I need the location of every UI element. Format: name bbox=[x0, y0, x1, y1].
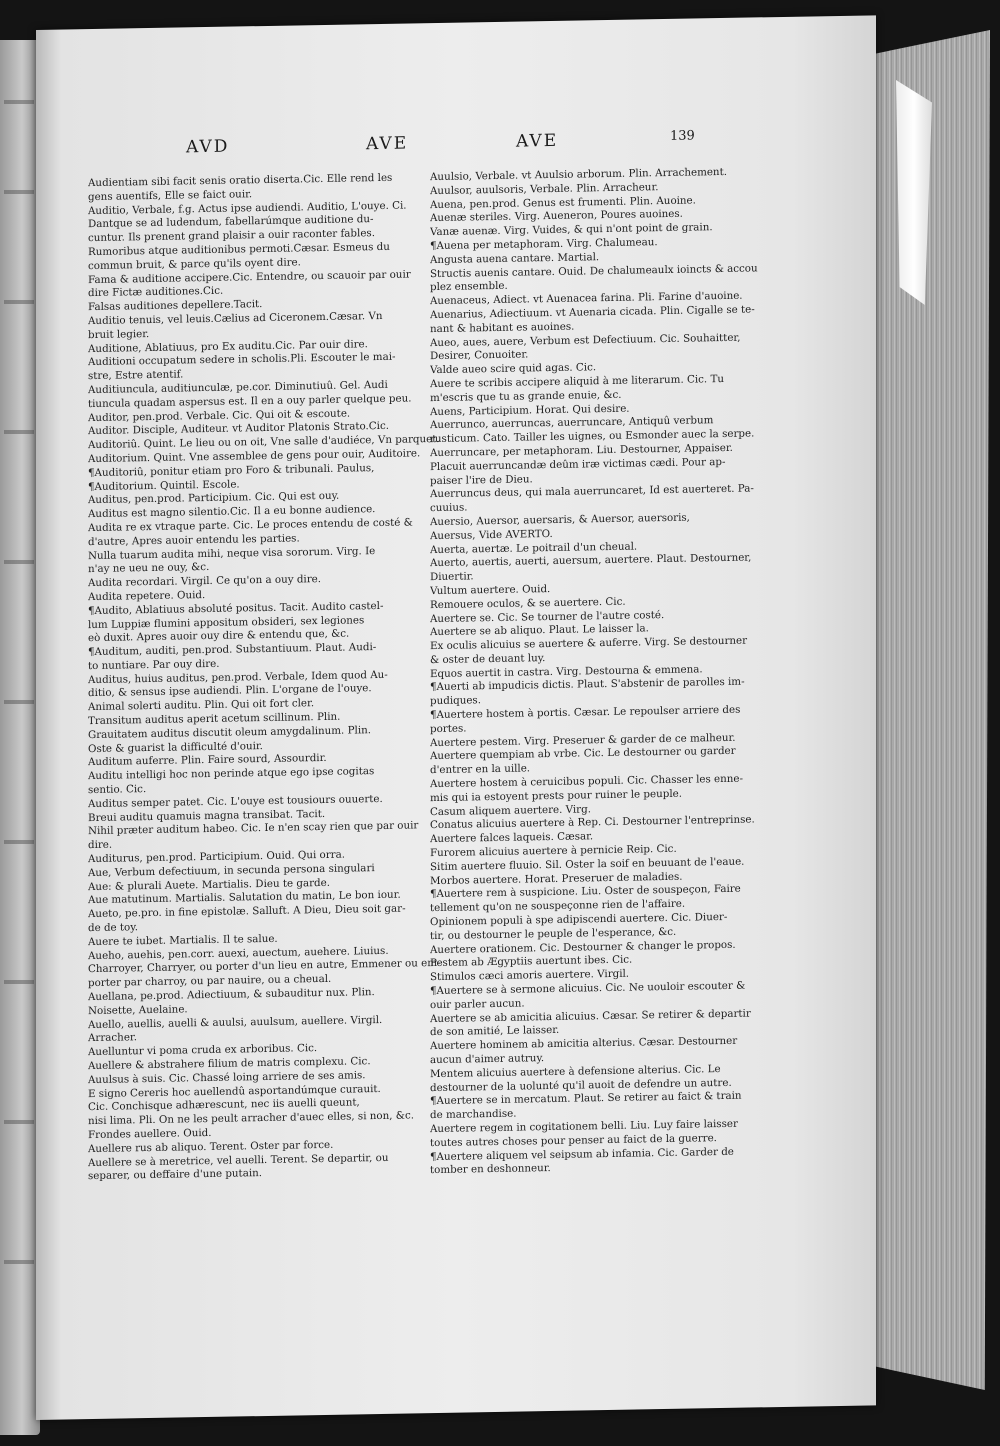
dictionary-line: Auena, pen.prod. Genus est frumenti. Plin. Auoine. bbox=[430, 194, 696, 211]
dictionary-line: Auertere se. Cic. Se tourner de l'autre costé. bbox=[430, 608, 665, 625]
dictionary-line: & oster de deuant luy. bbox=[430, 651, 546, 667]
dictionary-line: ¶Auertere hostem à portis. Cæsar. Le repoulser arriere des bbox=[430, 703, 741, 722]
dictionary-line: Auertere se ab amicitia alicuius. Cæsar. Se retirer & departir bbox=[430, 1007, 751, 1025]
dictionary-line: Auellere rus ab aliquo. Terent. Oster par force. bbox=[88, 1138, 334, 1155]
dictionary-line: Auertere regem in cogitationem belli. Liu. Luy faire laisser bbox=[430, 1117, 738, 1136]
dictionary-line: Morbos auertere. Horat. Preseruer de maladies. bbox=[430, 870, 683, 887]
dictionary-line: Auditum auferre. Plin. Faire sourd, Assourdir. bbox=[88, 752, 327, 769]
dictionary-line: lum Luppiæ flumini appositum obsideri, sex legiones bbox=[88, 613, 365, 631]
dictionary-line: Auerruncare, per metaphoram. Liu. Destourner, Appaiser. bbox=[430, 441, 733, 460]
dictionary-line: Furorem alicuius auertere à pernicie Reip. Cic. bbox=[430, 842, 677, 860]
dictionary-line: Auerruncus deus, qui mala auerruncaret, Id est auerteret. Pa- bbox=[430, 482, 754, 501]
dictionary-line: Auditus, pen.prod. Participium. Cic. Qui est ouy. bbox=[88, 490, 340, 507]
dictionary-line: Casum aliquem auertere. Virg. bbox=[430, 802, 591, 818]
dictionary-line: Auulsor, auulsoris, Verbale. Plin. Arracheur. bbox=[430, 180, 659, 197]
dictionary-line: destourner de la uolunté qu'il auoit de defendre un autre. bbox=[430, 1076, 732, 1094]
dictionary-line: Grauitatem auditus discutit oleum amygdalinum. Plin. bbox=[88, 724, 372, 741]
dictionary-line: ¶Audito, Ablatiuus absoluté positus. Tacit. Audito castel- bbox=[88, 599, 384, 617]
dictionary-line: de marchandise. bbox=[430, 1107, 517, 1122]
dictionary-line: Breui auditu quamuis magna transibat. Tacit. bbox=[88, 807, 326, 824]
dictionary-line: Vultum auertere. Ouid. bbox=[430, 582, 551, 598]
dictionary-line: Auertere hominem ab amicitia alterius. Cæsar. Destourner bbox=[430, 1034, 738, 1053]
dictionary-line: tellement qu'on ne souspeçonne rien de l'affaire. bbox=[430, 897, 686, 915]
dictionary-line: tir, ou destourner le peuple de l'esperance, &c. bbox=[430, 925, 677, 942]
dictionary-line: ¶Auditoriû, ponitur etiam pro Foro & tribunali. Paulus, bbox=[88, 461, 375, 479]
running-head-middle: AVE bbox=[366, 133, 409, 155]
dictionary-line: Diuertir. bbox=[430, 570, 474, 584]
dictionary-line: Auditu intelligi hoc non perinde atque ego ipse cogitas bbox=[88, 765, 375, 783]
dictionary-line: Remouere oculos, & se auertere. Cic. bbox=[430, 595, 626, 611]
dictionary-line: Auenæ steriles. Virg. Aueneron, Poures auoines. bbox=[430, 208, 683, 225]
dictionary-line: sentio. Cic. bbox=[88, 783, 147, 797]
dictionary-line: pudiques. bbox=[430, 694, 481, 708]
dictionary-line: Auere te iubet. Martialis. Il te salue. bbox=[88, 932, 278, 948]
dictionary-line: Aueho, auehis, pen.corr. auexi, auectum, auehere. Liuius. bbox=[88, 944, 389, 962]
dictionary-line: toutes autres choses pour penser au faict de la guerre. bbox=[430, 1131, 717, 1149]
dictionary-line: Rumoribus atque auditionibus permoti.Cæsar. Esmeus du bbox=[88, 240, 390, 259]
dictionary-line: Auersio, Auersor, auersaris, & Auersor, auersoris, bbox=[430, 511, 690, 529]
dictionary-line: Auulsio, Verbale. vt Auulsio arborum. Plin. Arrachement. bbox=[430, 165, 727, 184]
dictionary-line: de de toy. bbox=[88, 921, 138, 935]
dictionary-line: Dantque se ad ludendum, fabellarúmque auditione du- bbox=[88, 213, 374, 231]
dictionary-line: Auditus est magno silentio.Cic. Il a eu bonne audience. bbox=[88, 503, 376, 521]
dictionary-line: Auditor. Disciple, Auditeur. vt Auditor Platonis Strato.Cic. bbox=[88, 420, 389, 438]
dictionary-line: Aueto, pe.pro. in fine epistolæ. Salluft. A Dieu, Dieu soit gar- bbox=[88, 902, 406, 921]
dictionary-line: Audita repetere. Ouid. bbox=[88, 588, 206, 603]
dictionary-line: Valde aueo scire quid agas. Cic. bbox=[430, 361, 597, 377]
dictionary-line: cuuius. bbox=[430, 501, 468, 515]
dictionary-line: ¶Auditum, auditi, pen.prod. Substantiuum. Plaut. Audi- bbox=[88, 641, 377, 659]
dictionary-line: separer, ou deffaire d'une putain. bbox=[88, 1167, 263, 1183]
dictionary-line: ouir parler aucun. bbox=[430, 997, 525, 1011]
dictionary-line: Arracher. bbox=[88, 1031, 137, 1045]
dictionary-line: eò duxit. Apres auoir ouy dire & entendu que, &c. bbox=[88, 627, 350, 645]
dictionary-line: Auditiuncula, auditiunculæ, pe.cor. Diminutiuû. Gel. Audi bbox=[88, 378, 388, 397]
dictionary-line: Angusta auena cantare. Martial. bbox=[430, 250, 600, 266]
dictionary-line: Sitim auertere fluuio. Sil. Oster la soif en beuuant de l'eaue. bbox=[430, 855, 745, 873]
dictionary-line: Ex oculis alicuius se auertere & auferre. Virg. Se destourner bbox=[430, 634, 748, 653]
running-head-left: AVD bbox=[186, 136, 230, 158]
dictionary-line: to nuntiare. Par ouy dire. bbox=[88, 657, 220, 672]
dictionary-line: Oste & guarist la difficulté d'ouir. bbox=[88, 739, 263, 755]
dictionary-line: Auertere orationem. Cic. Destourner & changer le propos. bbox=[430, 938, 736, 956]
dictionary-line: Auditorium. Quint. Vne assemblee de gens pour ouir, Auditoire. bbox=[88, 447, 421, 466]
dictionary-line: Frondes auellere. Ouid. bbox=[88, 1126, 212, 1142]
dictionary-line: ¶Auertere aliquem vel seipsum ab infamia. Cic. Garder de bbox=[430, 1145, 734, 1163]
dictionary-line: m'escris que tu as grande enuie, &c. bbox=[430, 388, 622, 404]
page-number: 139 bbox=[670, 128, 695, 144]
dictionary-line: Aueo, aues, auere, Verbum est Defectiuum. Cic. Souhaitter, bbox=[430, 331, 741, 349]
dictionary-line: Auenaceus, Adiect. vt Auenacea farina. Pli. Farine d'auoine. bbox=[430, 289, 743, 308]
dictionary-line: Animal solerti auditu. Plin. Qui oit fort cler. bbox=[88, 697, 315, 714]
dictionary-line: Auere te scribis accipere aliquid à me literarum. Cic. Tu bbox=[430, 372, 724, 391]
dictionary-line: d'entrer en la uille. bbox=[430, 762, 531, 777]
dictionary-line: Fama & auditione accipere.Cic. Entendre, ou scauoir par ouir bbox=[88, 268, 411, 286]
dictionary-line: ¶Auertere rem à suspicione. Liu. Oster de souspeçon, Faire bbox=[430, 883, 741, 901]
dictionary-line: Noisette, Auelaine. bbox=[88, 1003, 188, 1017]
dictionary-line: Auertere falces laqueis. Cæsar. bbox=[430, 830, 594, 846]
dictionary-line: ¶Auditorium. Quintil. Escole. bbox=[88, 477, 240, 493]
running-head-right: AVE bbox=[516, 130, 559, 152]
dictionary-line: Structis auenis cantare. Ouid. De chalumeaulx ioincts & accou bbox=[430, 261, 758, 280]
dictionary-line: Auulsus à suis. Cic. Chassé loing arriere de ses amis. bbox=[88, 1069, 366, 1086]
dictionary-line: Auditor, pen.prod. Verbale. Cic. Qui oit & escoute. bbox=[88, 407, 351, 424]
dictionary-line: Placuit auerruncandæ deûm iræ victimas cædi. Pour ap- bbox=[430, 455, 726, 473]
dictionary-line: cuntur. Ils prenent grand plaisir a ouir raconter fables. bbox=[88, 227, 375, 245]
dictionary-line: Transitum auditus aperit acetum scillinum. Plin. bbox=[88, 710, 341, 728]
dictionary-line: stre, Estre atentif. bbox=[88, 368, 184, 383]
dictionary-line: Auello, auellis, auelli & auulsi, auulsum, auellere. Virgil. bbox=[88, 1013, 383, 1031]
dictionary-line: Pestem ab Ægyptiis auertunt ibes. Cic. bbox=[430, 954, 633, 970]
dictionary-line: Auditus, huius auditus, pen.prod. Verbale, Idem quod Au- bbox=[88, 668, 388, 686]
dictionary-line: Auerrunco, auerruncas, auerruncare, Antiquû verbum bbox=[430, 414, 714, 432]
dictionary-page bbox=[36, 15, 876, 1420]
left-column bbox=[88, 170, 476, 1184]
dictionary-line: Mentem alicuius auertere à defensione alterius. Cic. Le bbox=[430, 1062, 721, 1080]
dictionary-line: aucun d'aimer autruy. bbox=[430, 1052, 545, 1067]
dictionary-line: nant & habitant es auoines. bbox=[430, 320, 575, 335]
dictionary-line: Auertere se ab aliquo. Plaut. Le laisser la. bbox=[430, 622, 649, 639]
dictionary-line: paiser l'ire de Dieu. bbox=[430, 472, 533, 487]
left-page-edge bbox=[0, 40, 40, 1435]
dictionary-line: E signo Cereris hoc auellendû asportandúmque curauit. bbox=[88, 1082, 381, 1100]
dictionary-line: commun bruit, & parce qu'ils oyent dire. bbox=[88, 256, 301, 272]
dictionary-line: ¶Auertere se in mercatum. Plaut. Se retirer au faict & train bbox=[430, 1090, 742, 1108]
dictionary-line: Stimulos cæci amoris auertere. Virgil. bbox=[430, 967, 630, 984]
dictionary-line: Auellere & abstrahere filium de matris complexu. Cic. bbox=[88, 1055, 371, 1073]
dictionary-line: Auens, Participium. Horat. Qui desire. bbox=[430, 402, 630, 418]
dictionary-line: dire Fictæ auditiones.Cic. bbox=[88, 285, 224, 300]
dictionary-line: rusticum. Cato. Tailler les uignes, ou Esmonder auec la serpe. bbox=[430, 427, 755, 446]
dictionary-line: Conatus alicuius auertere à Rep. Ci. Destourner l'entreprinse. bbox=[430, 813, 755, 832]
dictionary-line: nisi lima. Pli. On ne les peult arracher d'auec elles, si non, &c. bbox=[88, 1109, 414, 1128]
dictionary-line: Desirer, Conuoiter. bbox=[430, 348, 529, 363]
dictionary-line: dire. bbox=[88, 838, 113, 852]
dictionary-line: Auditoriû. Quint. Le lieu ou on oit, Vne salle d'audiéce, Vn parquet. bbox=[88, 433, 440, 452]
dictionary-line: Audita re ex vtraque parte. Cic. Le proces entendu de costé & bbox=[88, 516, 413, 535]
dictionary-line: Auerto, auertis, auerti, auersum, auertere. Plaut. Destourner, bbox=[430, 551, 752, 570]
dictionary-line: tiuncula quadam aspersus est. Il en a ouy parler quelque peu. bbox=[88, 392, 412, 410]
dictionary-line: plez ensemble. bbox=[430, 280, 508, 294]
dictionary-line: Auertere quempiam ab vrbe. Cic. Le destourner ou garder bbox=[430, 745, 736, 763]
dictionary-line: Opinionem populi à spe adipiscendi auertere. Cic. Diuer- bbox=[430, 910, 728, 929]
dictionary-line: Auelluntur vi poma cruda ex arboribus. Cic. bbox=[88, 1042, 318, 1059]
dictionary-line: Auditus semper patet. Cic. L'ouye est tousiours ouuerte. bbox=[88, 792, 383, 810]
running-head bbox=[36, 125, 876, 166]
dictionary-line: Auersus, Vide AVERTO. bbox=[430, 527, 553, 542]
dictionary-line: Audientiam sibi facit senis oratio diserta.Cic. Elle rend les bbox=[88, 171, 393, 190]
dictionary-line: mis qui ia estoyent prests pour ruiner le peuple. bbox=[430, 787, 682, 804]
dictionary-line: Charroyer, Charryer, ou porter d'un lieu en autre, Emmener ou em- bbox=[88, 957, 441, 976]
dictionary-line: tomber en deshonneur. bbox=[430, 1162, 551, 1177]
dictionary-line: Auertere pestem. Virg. Preseruer & garder de ce malheur. bbox=[430, 731, 736, 749]
dictionary-line: Nihil præter auditum habeo. Cic. Ie n'en scay rien que par ouir bbox=[88, 819, 419, 838]
dictionary-line: Cic. Conchisque adhærescunt, nec iis auelli queunt, bbox=[88, 1096, 360, 1114]
dictionary-line: Auditio tenuis, vel leuis.Cælius ad Ciceronem.Cæsar. Vn bbox=[88, 309, 383, 328]
dictionary-line: porter par charroy, ou par nauire, ou a cheual. bbox=[88, 973, 332, 990]
dictionary-line: Auertere hostem à ceruicibus populi. Cic. Chasser les enne- bbox=[430, 772, 743, 791]
dictionary-line: Auditurus, pen.prod. Participium. Ouid. Qui orra. bbox=[88, 848, 345, 866]
dictionary-line: gens auentifs, Elle se faict ouir. bbox=[88, 188, 253, 203]
dictionary-line: bruit legier. bbox=[88, 327, 150, 341]
dictionary-line: Auditione, Ablatiuus, pro Ex auditu.Cic. Par ouir dire. bbox=[88, 337, 368, 355]
dictionary-line: Auellana, pe.prod. Adiectiuum, & subauditur nux. Plin. bbox=[88, 986, 375, 1004]
dictionary-line: n'ay ne ueu ne ouy, &c. bbox=[88, 561, 210, 576]
dictionary-line: Aue matutinum. Martialis. Salutation du matin, Le bon iour. bbox=[88, 889, 401, 907]
dictionary-line: de son amitié, Le laisser. bbox=[430, 1024, 560, 1039]
dictionary-line: ditio, & sensus ipse audiendi. Plin. L'organe de l'ouye. bbox=[88, 682, 372, 700]
dictionary-line: ¶Auerti ab impudicis dictis. Plaut. S'abstenir de parolles im- bbox=[430, 676, 745, 694]
dictionary-line: d'autre, Apres auoir entendu les parties. bbox=[88, 532, 300, 548]
dictionary-line: Auditioni occupatum sedere in scholis.Pli. Escouter le mai- bbox=[88, 351, 396, 369]
dictionary-line: Falsas auditiones depellere.Tacit. bbox=[88, 298, 263, 314]
dictionary-line: Auditio, Verbale, f.g. Actus ipse audiendi. Auditio, L'ouye. Ci. bbox=[88, 199, 407, 217]
dictionary-line: Auellere se à meretrice, vel auelli. Terent. Se departir, ou bbox=[88, 1151, 389, 1169]
dictionary-line: ¶Auertere se à sermone alicuius. Cic. Ne uouloir escouter & bbox=[430, 979, 746, 998]
dictionary-line: portes. bbox=[430, 722, 467, 735]
dictionary-line: Aue: & plurali Auete. Martialis. Dieu te garde. bbox=[88, 876, 330, 893]
dictionary-line: Nulla tuarum audita mihi, neque visa sororum. Virg. Ie bbox=[88, 544, 376, 562]
dictionary-line: Equos auertit in castra. Virg. Destourna & emmena. bbox=[430, 663, 703, 680]
right-column bbox=[430, 164, 818, 1178]
dictionary-line: ¶Auena per metaphoram. Virg. Chalumeau. bbox=[430, 236, 658, 253]
dictionary-line: Auerta, auertæ. Le poitrail d'un cheual. bbox=[430, 540, 638, 556]
dictionary-line: Auenarius, Adiectiuum. vt Auenaria cicada. Plin. Cigalle se te- bbox=[430, 303, 755, 322]
dictionary-line: Aue, Verbum defectiuum, in secunda persona singulari bbox=[88, 861, 375, 879]
dictionary-line: Vanæ auenæ. Virg. Vuides, & qui n'ont point de grain. bbox=[430, 221, 713, 239]
dictionary-line: Audita recordari. Virgil. Ce qu'on a ouy dire. bbox=[88, 573, 322, 590]
